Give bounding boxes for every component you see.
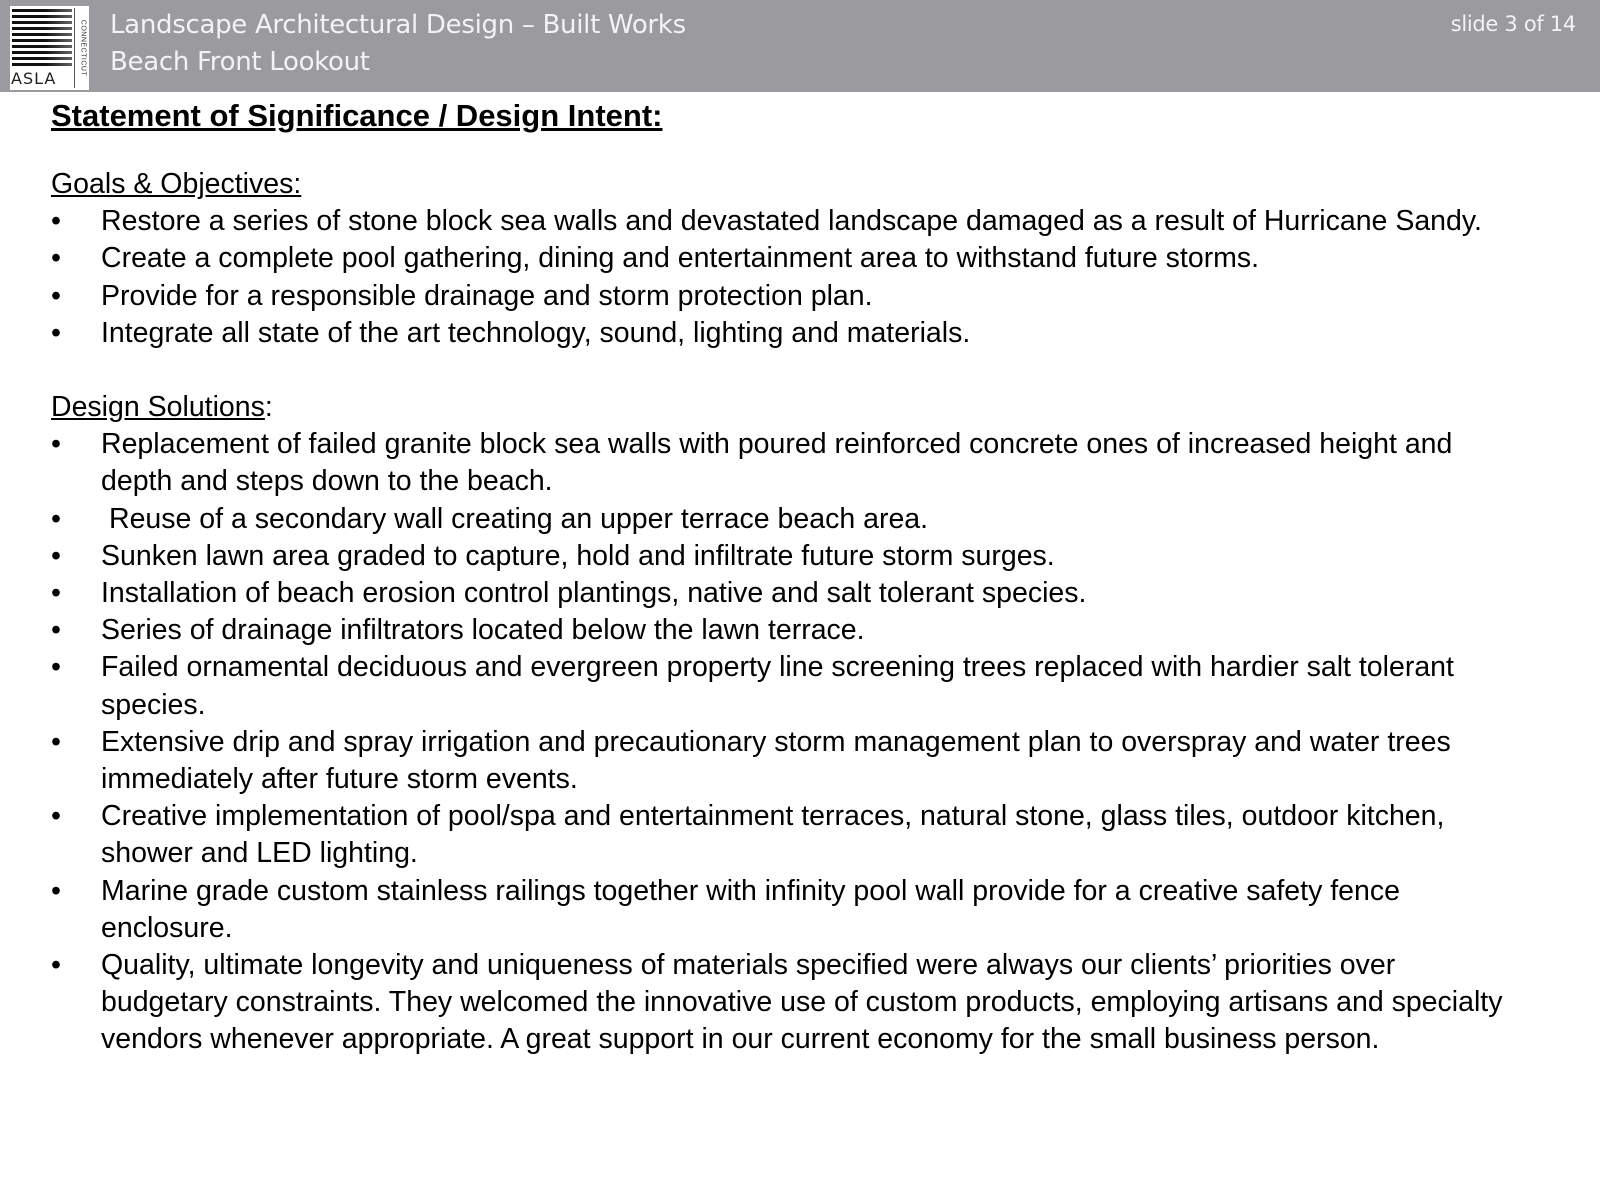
solutions-list [51,426,1581,1058]
project-subtitle: Beach Front Lookout [110,47,370,77]
bullet-icon: • [51,577,61,610]
logo-text: ASLA [11,69,57,88]
slide-body [51,96,1581,1059]
page-title: Statement of Significance / Design Intent: [51,98,663,133]
bullet-icon: • [51,205,61,238]
list-item: • Extensive drip and spray irrigation and precautionary storm management plan to overspray and water trees immediately after future storm events. [51,725,1451,796]
list-item: • Restore a series of stone block sea walls and devastated landscape damaged as a result of Hurricane Sandy. [51,203,1521,240]
bullet-icon: • [51,725,61,758]
bullet-icon: • [51,316,61,349]
bullet-icon: • [51,651,61,684]
goals-heading [51,166,1581,203]
solutions-heading: Design Solutions: [51,391,273,424]
slide-header [0,0,1600,92]
list-item: • Create a complete pool gathering, dining and entertainment area to withstand future storms. [51,240,1521,277]
bullet-icon: • [51,428,61,461]
goals-list [51,203,1581,352]
list-item: • Sunken lawn area graded to capture, hold and infiltrate future storm surges. [51,538,1521,575]
bullet-icon: • [51,874,61,907]
list-item: • Series of drainage infiltrators located below the lawn terrace. [51,612,1521,649]
presentation-title: Landscape Architectural Design – Built Works [110,10,686,40]
list-item: • Provide for a responsible drainage and storm protection plan. [51,278,1521,315]
list-item: • Integrate all state of the art technology, sound, lighting and materials. [51,315,1521,352]
slide-indicator: slide 3 of 14 [1450,12,1576,36]
list-item: • Quality, ultimate longevity and uniqueness of materials specified were always our clients’ priorities over budgetary constraints. They welcomed the innovative use of custom products, employing artisans and specialty vendors whenever appropriate. A great support in our current economy for the small business person. [51,949,1503,1056]
asla-connecticut-logo [10,6,89,90]
list-item: • Replacement of failed granite block sea walls with poured reinforced concrete ones of increased height and depth and steps down to the beach. [51,428,1453,498]
bullet-icon: • [51,614,61,647]
bullet-icon: • [51,242,61,275]
bullet-icon: • [51,539,61,572]
solutions-label: Design Solutions [51,391,265,424]
list-item: • Reuse of a secondary wall creating an upper terrace beach area. [51,501,1521,538]
goals-label: Goals & Objectives: [51,168,302,200]
list-item: • Creative implementation of pool/spa and entertainment terraces, natural stone, glass tiles, outdoor kitchen, shower and LED lighting. [51,800,1445,870]
list-item: • Failed ornamental deciduous and evergreen property line screening trees replaced with hardier salt tolerant species. [51,651,1454,721]
bullet-icon: • [51,502,61,535]
bullet-icon: • [51,800,61,833]
list-item: • Marine grade custom stainless railings together with infinity pool wall provide for a creative safety fence enclosure. [51,874,1400,944]
list-item: • Installation of beach erosion control plantings, native and salt tolerant species. [51,575,1521,612]
bullet-icon: • [51,949,61,982]
logo-vertical-text: CONNECTICUT [79,19,87,77]
bullet-icon: • [51,279,61,312]
